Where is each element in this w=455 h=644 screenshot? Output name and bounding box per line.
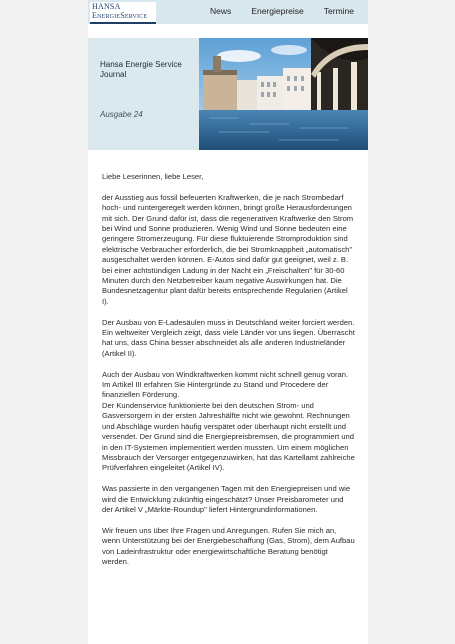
- paragraph-intro: der Ausstieg aus fossil befeuerten Kraftwerken, die je nach Strombedarf hoch- und runtergeregelt werden können, bringt große Herausforderungen mit sich. Der Grund dafür ist, dass die regenerativen Kraftwerke den Strom bei Wind und Sonne produzieren. Wenig Wind und Sonne bedeuten eine geringere Stromerzeugung. Für diese fluktuierende Stromproduktion sind elektrische Verbraucher erforderlich, die bei Stromknappheit „automatisch" ausgeschaltet werden können. E-Autos sind dafür gut geeignet, weil z. B. bei einer achtstündigen Ladung in der Nacht ein „Freischalten" für 30-60 Minuten durch den Netzbetreiber kaum negative Auswirkungen hat. Die Bundesnetzagentur plant dafür bereits entsprechende Regularien (Artikel I).: [102, 192, 354, 306]
- paragraph-windkraft: Auch der Ausbau von Windkraftwerken kommt nicht schnell genug voran. Im Artikel III erfahren Sie Hintergründe zu Stand und Procedere der finanziellen Förderung. Der Kundenservice funktionierte bei den deutschen Strom- und Gasversorgern in der ersten Jahreshälfte nicht wie gewohnt. Rechnungen und Abschläge wurden häufig verspätet oder überhaupt nicht erstellt und versendet. Der Grund sind die Energiepreisbremsen, die programmiert und in den IT-Systemen implementiert werden mussten. Um einem möglichen Missbrauch der Versorger entgegenzuwirken, hat das Kartellamt zahlreiche Prüfverfahren eingeleitet (Artikel IV).: [102, 369, 355, 473]
- paragraph-kontakt: Wir freuen uns über Ihre Fragen und Anregungen. Rufen Sie mich an, wenn Unterstützung bei der Energiebeschaffung (Gas, Strom), dem Aufbau von Ladeinfrastruktur oder energiewirtschaftliche Beratung benötigt werden.: [102, 525, 355, 566]
- logo-line-1: HANSA: [92, 2, 121, 11]
- paragraph-energiepreise: Was passierte in den vergangenen Tagen mit den Energiepreisen und wie wird die Entwicklung zukünftig eingeschätzt? Unser Preisbarometer und der Artikel V „Märkte-Roundup" liefert Hintergrundinformationen.: [102, 484, 351, 514]
- newsletter-body: [102, 172, 356, 578]
- logo-line-2: EnergieService: [92, 11, 148, 20]
- nav-energiepreise[interactable]: Energiepreise: [251, 6, 304, 16]
- company-logo[interactable]: [90, 2, 156, 24]
- journal-title: Hansa Energie Service Journal: [100, 60, 182, 79]
- hero-text-panel: [88, 38, 199, 150]
- hero-image: [199, 38, 368, 150]
- nav-news[interactable]: News: [210, 6, 232, 16]
- hero-banner: [88, 38, 368, 150]
- issue-number: Ausgabe 24: [100, 110, 143, 119]
- top-nav: [210, 6, 354, 16]
- nav-termine[interactable]: Termine: [323, 6, 354, 16]
- greeting: Liebe Leserinnen, liebe Leser,: [102, 172, 204, 181]
- paragraph-ladesaeulen: Der Ausbau von E-Ladesäulen muss in Deutschland weiter forciert werden. Ein weltweiter Vergleich zeigt, dass viele Länder vor uns liegen. Überrascht hat uns, dass China besser abschneidet als alle anderen Industrieländer (Artikel II).: [102, 317, 355, 358]
- newsletter: [88, 0, 368, 644]
- header-bar: [88, 0, 368, 24]
